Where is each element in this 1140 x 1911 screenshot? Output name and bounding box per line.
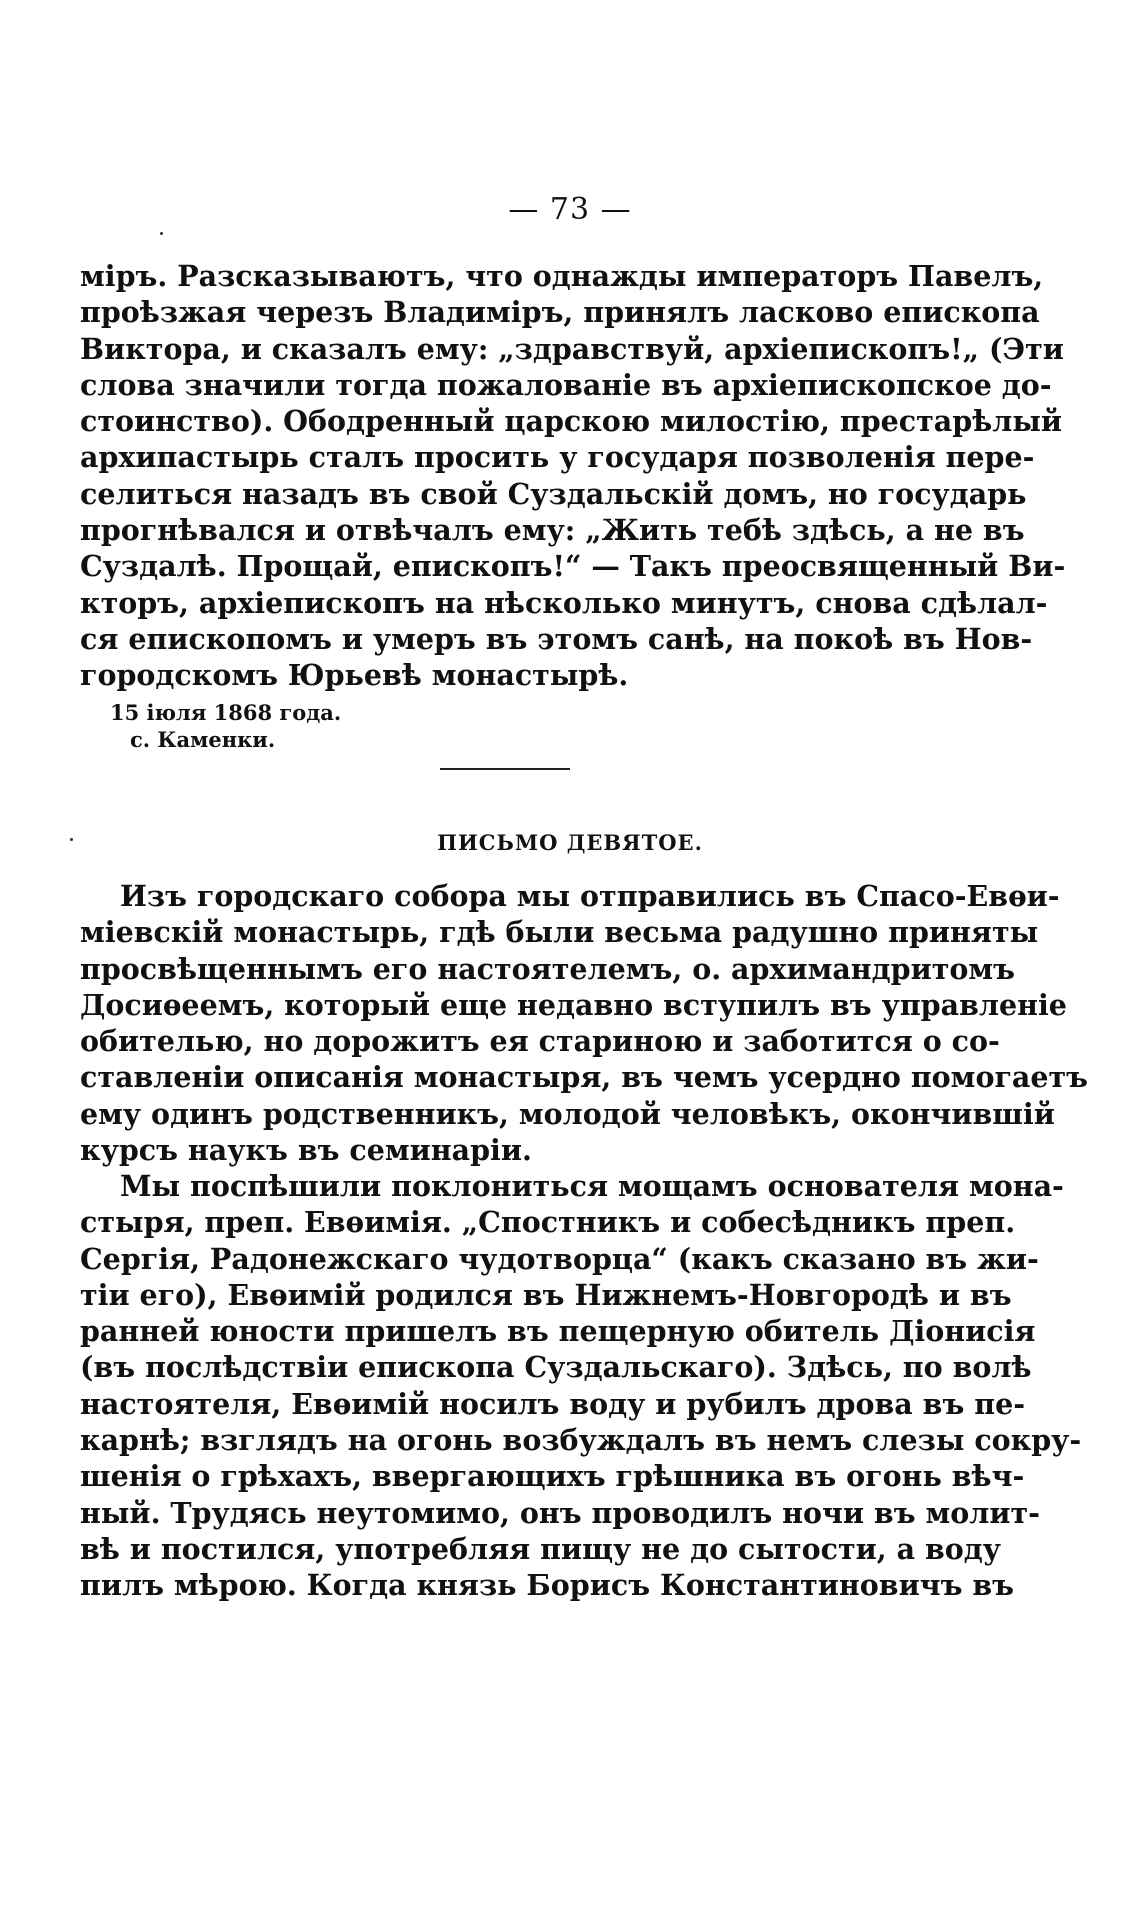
print-speck	[160, 232, 163, 235]
text-line: (въ послѣдствіи епископа Суздальскаго). Здѣсь, по волѣ	[80, 1350, 1032, 1385]
text-line: селиться назадъ въ свой Суздальскій домъ, но государь	[80, 476, 1027, 511]
text-line: пилъ мѣрою. Когда князь Борисъ Константиновичъ въ	[80, 1568, 1015, 1603]
text-line: просвѣщеннымъ его настоятелемъ, о. архимандритомъ	[80, 951, 1016, 986]
text-line: курсъ наукъ въ семинаріи.	[80, 1133, 532, 1168]
text-line: кторъ, архіепископъ на нѣсколько минутъ, снова сдѣлал-	[80, 585, 1048, 620]
continuation-text	[80, 258, 1066, 694]
text-line: Виктора, и сказалъ ему: „здравствуй, архіепископъ!„ (Эти	[80, 331, 1064, 366]
text-line: вѣ и постился, употребляя пищу не до сытости, а воду	[80, 1531, 1002, 1566]
paragraph-1	[80, 878, 1089, 1168]
text-line: архипастырь сталъ просить у государя позволенія пере-	[80, 440, 1035, 475]
text-line: городскомъ Юрьевѣ монастырѣ.	[80, 658, 629, 693]
text-line: стоинство). Ободренный царскою милостію, престарѣлый	[80, 404, 1063, 439]
text-line: шенія о грѣхахъ, ввергающихъ грѣшника въ огонь вѣч-	[80, 1459, 1025, 1494]
text-line: стыря, преп. Евѳимія. „Спостникъ и собесѣдникъ преп.	[80, 1205, 1016, 1240]
text-line: міръ. Разсказываютъ, что однажды императоръ Павелъ,	[80, 259, 1044, 293]
text-line: тіи его), Евѳимій родился въ Нижнемъ-Новгородѣ и въ	[80, 1277, 1012, 1312]
signature-date: 15 іюля 1868 года.	[110, 700, 342, 725]
text-line: ранней юности пришелъ въ пещерную обитель Діонисія	[80, 1314, 1036, 1349]
text-line: Сергія, Радонежскаго чудотворца“ (какъ сказано въ жи-	[80, 1241, 1039, 1276]
text-line: обителью, но дорожитъ ея стариною и заботится о со-	[80, 1024, 1000, 1059]
text-line: ся епископомъ и умеръ въ этомъ санѣ, на покоѣ въ Нов-	[80, 621, 1033, 656]
text-line: проѣзжая черезъ Владиміръ, принялъ ласково епископа	[80, 295, 1040, 330]
text-line: Суздалѣ. Прощай, епископъ!“ — Такъ преосвященный Ви-	[80, 549, 1066, 584]
paragraph-2	[80, 1168, 1082, 1604]
letter-heading: ПИСЬМО ДЕВЯТОЕ.	[437, 830, 703, 855]
section-divider	[440, 768, 570, 770]
text-line: Досиѳеемъ, который еще недавно вступилъ въ управленіе	[80, 987, 1067, 1022]
text-line: Мы поспѣшили поклониться мощамъ основателя мона-	[120, 1169, 1064, 1203]
print-speck	[70, 838, 73, 841]
text-line: карнѣ; взглядъ на огонь возбуждалъ въ немъ слезы сокру-	[80, 1423, 1082, 1458]
text-line: Изъ городскаго собора мы отправились въ Спасо-Евѳи-	[120, 879, 1060, 913]
text-line: ставленіи описанія монастыря, въ чемъ усердно помогаетъ	[80, 1060, 1089, 1095]
signature-place: с. Каменки.	[130, 727, 276, 752]
text-line: міевскій монастырь, гдѣ были весьма радушно приняты	[80, 915, 1039, 950]
page-number: — 73 —	[508, 192, 632, 227]
text-line: слова значили тогда пожалованіе въ архіепископское до-	[80, 367, 1052, 402]
text-line: ему одинъ родственникъ, молодой человѣкъ, окончившій	[80, 1096, 1055, 1131]
text-line: прогнѣвался и отвѣчалъ ему: „Жить тебѣ здѣсь, а не въ	[80, 513, 1025, 548]
text-line: настоятеля, Евѳимій носилъ воду и рубилъ дрова въ пе-	[80, 1386, 1026, 1421]
text-line: ный. Трудясь неутомимо, онъ проводилъ ночи въ молит-	[80, 1495, 1041, 1530]
